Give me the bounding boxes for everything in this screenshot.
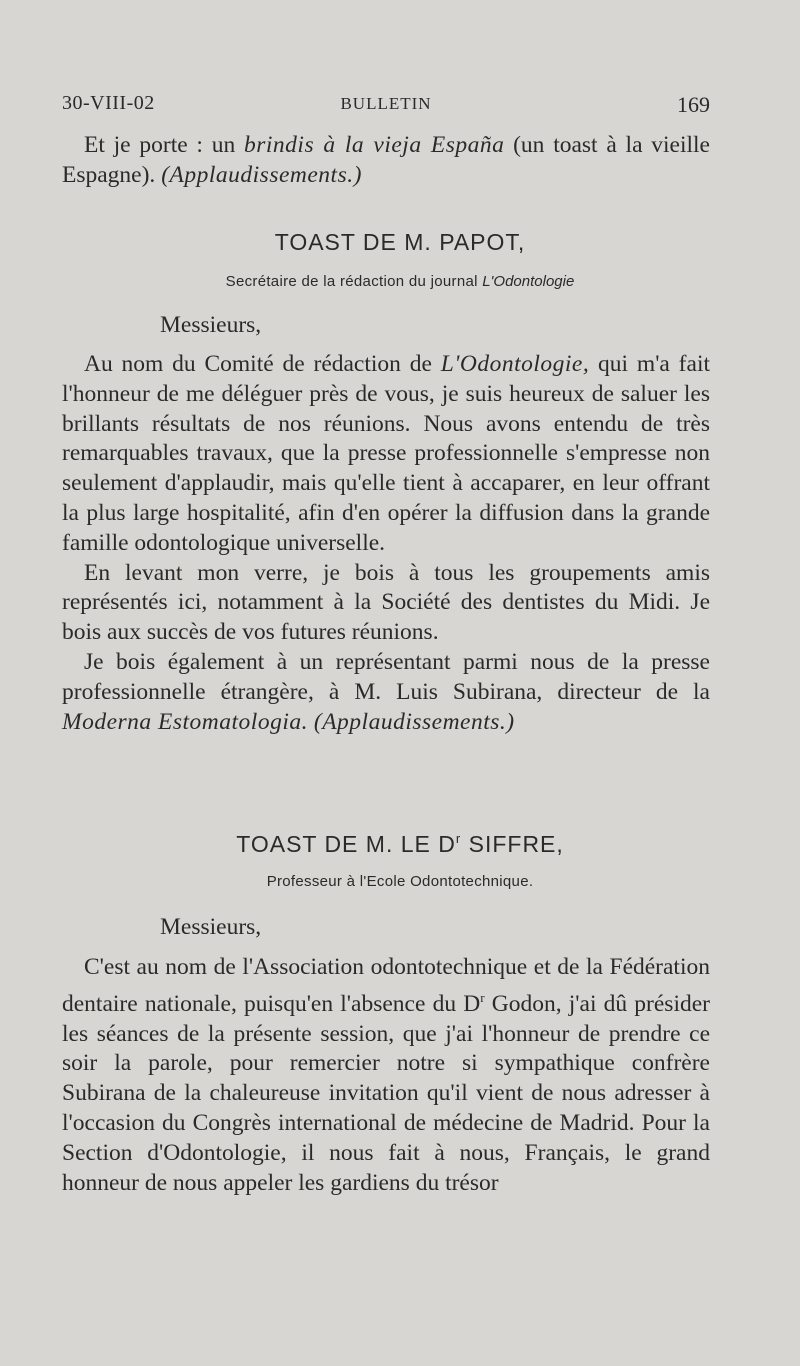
toast-papot-p3-text-1: Je bois également à un représentant parmi nous de la presse professionnelle étrangère, à M. Luis Subirana, directeur de la (62, 648, 710, 705)
toast-papot-p1-text-1: Au nom du Comité de rédaction de (84, 351, 441, 377)
toast-siffre-title-pre: TOAST DE M. LE D (236, 831, 456, 857)
toast-siffre-paragraph-1 (62, 953, 710, 1198)
intro-italic-spanish: brindis à la vieja España (243, 132, 505, 158)
running-header (62, 92, 710, 122)
toast-papot-title: TOAST DE M. PAPOT, (274, 229, 526, 255)
intro-text-1: Et je porte : un (84, 132, 244, 158)
toast-siffre-body (62, 953, 710, 1198)
toast-papot-paragraph-2: En levant mon verre, je bois à tous les groupements amis représentés ici, notamment à la Société des dentistes du Midi. Je bois aux succès de vos futures réunions. (62, 559, 710, 646)
toast-papot-subtitle (0, 273, 800, 290)
toast-siffre-subtitle: Professeur à l'Ecole Odontotechnique. (266, 873, 534, 890)
toast-papot-body (62, 350, 710, 737)
toast-siffre-p1-text-1: C'est au nom de l'Association odontotechnique et de la Fédération dentaire nationale, puisqu'en l'absence du D (62, 954, 710, 1017)
header-date: 30-VIII-02 (62, 92, 155, 114)
header-title: BULLETIN (340, 94, 432, 113)
toast-papot-salutation: Messieurs, (160, 312, 262, 338)
intro-applause: (Applaudissements.) (161, 161, 362, 188)
toast-papot-p3-journal: Moderna Estomatologia. (62, 708, 308, 735)
toast-papot-subtitle-journal: L'Odontologie (482, 273, 575, 290)
toast-siffre-salutation: Messieurs, (160, 914, 262, 940)
toast-siffre-p1-sup: r (480, 989, 485, 1005)
toast-siffre-title (0, 831, 800, 858)
intro-text-2: (un toast à la vieille Espagne). (62, 132, 710, 188)
toast-siffre-title-post: SIFFRE, (461, 831, 564, 857)
toast-papot-paragraph-3 (62, 648, 710, 737)
toast-papot-p1-journal: L'Odontologie, (440, 351, 590, 377)
intro-paragraph (62, 131, 710, 191)
toast-papot-subtitle-text: Secrétaire de la rédaction du journal (225, 273, 483, 290)
toast-siffre-title-sup: r (455, 831, 462, 846)
toast-papot-paragraph-1 (62, 350, 710, 559)
toast-siffre-p1-text-2: Godon, j'ai dû présider les séances de la présente session, que j'ai l'honneur de prendre ce soir la parole, pour remercier notre si sympathique confrère Subirana de la chaleureuse invitation qu'il vient de nous adresser à l'occasion du Congrès international de médecine de Madrid. Pour la Section d'Odontologie, il nous fait à nous, Français, le grand honneur de nous appeler les gardiens du trésor (62, 990, 710, 1196)
toast-papot-p1-text-2: qui m'a fait l'honneur de me déléguer près de vous, je suis heureux de saluer les brillants résultats de nos réunions. Nous avons entendu de très remarquables travaux, que la presse professionnelle s'empresse non seulement d'applaudir, mais qu'elle tient à accaparer, en leur offrant la plus large hospitalité, afin d'en opérer la diffusion dans la grande famille odontologique universelle. (62, 351, 710, 556)
page-number: 169 (677, 92, 710, 117)
toast-papot-p3-applause: (Applaudissements.) (313, 708, 515, 735)
